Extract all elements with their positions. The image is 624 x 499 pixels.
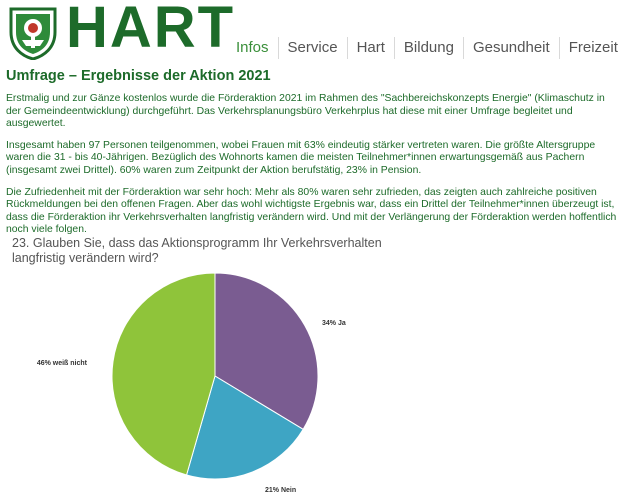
article-paragraph-1: Erstmalig und zur Gänze kostenlos wurde die Förderaktion 2021 im Rahmen des "Sachbereichskonzepts Energie" (Klimaschutz in der Gemeindeentwicklung) durchgeführt. Das Verkehrsplanungsbüro Verkehrplus hat diese mit einer Umfrage begleitet und ausgewertet. [6,93,605,130]
main-navigation [227,34,624,62]
site-logo-text[interactable]: HART [66,0,236,60]
coat-of-arms-icon[interactable] [8,6,58,60]
pie-label-1: 21% Nein [265,487,297,494]
nav-item-freizeit[interactable]: Freizeit [559,37,624,59]
pie-label-0: 34% Ja [322,320,346,327]
article [6,68,618,246]
nav-item-service[interactable]: Service [278,37,347,59]
pie-label-2: 46% weiß nicht [36,360,87,367]
article-paragraph-3: Die Zufriedenheit mit der Förderaktion war sehr hoch: Mehr als 80% waren sehr zufrieden, das zeigten auch zahlreiche positiven Rückmeldungen bei den offenen Fragen. Aber das wohl wichtigste Ergebnis war, dass ein Drittel der Teilnehmer*innen überzeugt ist, dass die Förderaktion ihr Verkehrsverhalten langfristig verändern wird. Und mit der Verlängerung der Förderaktion werden hoffentlich noch viele folgen. [6,186,617,236]
nav-item-gesundheit[interactable]: Gesundheit [463,37,559,59]
article-title: Umfrage – Ergebnisse der Aktion 2021 [6,68,271,84]
nav-item-bildung[interactable]: Bildung [394,37,463,59]
chart-title: 23. Glauben Sie, dass das Aktionsprogramm Ihr Verkehrsverhalten langfristig verändern wird? [12,236,382,265]
site-header [0,0,624,64]
pie-chart [0,268,624,499]
nav-item-infos[interactable]: Infos [236,39,269,56]
nav-item-hart[interactable]: Hart [347,37,394,59]
article-paragraph-2: Insgesamt haben 97 Personen teilgenommen, wobei Frauen mit 63% eindeutig stärker vertreten waren. Die größte Altersgruppe waren die 31 - bis 40-Jährigen. Bezüglich des Wohnorts kamen die meisten Teilnehmer*innen erwartungsgemäß aus Pachern (insgesamt zwei Drittel). 60% waren zum Zeitpunkt der Aktion berufstätig, 23% in Pension. [6,139,596,176]
